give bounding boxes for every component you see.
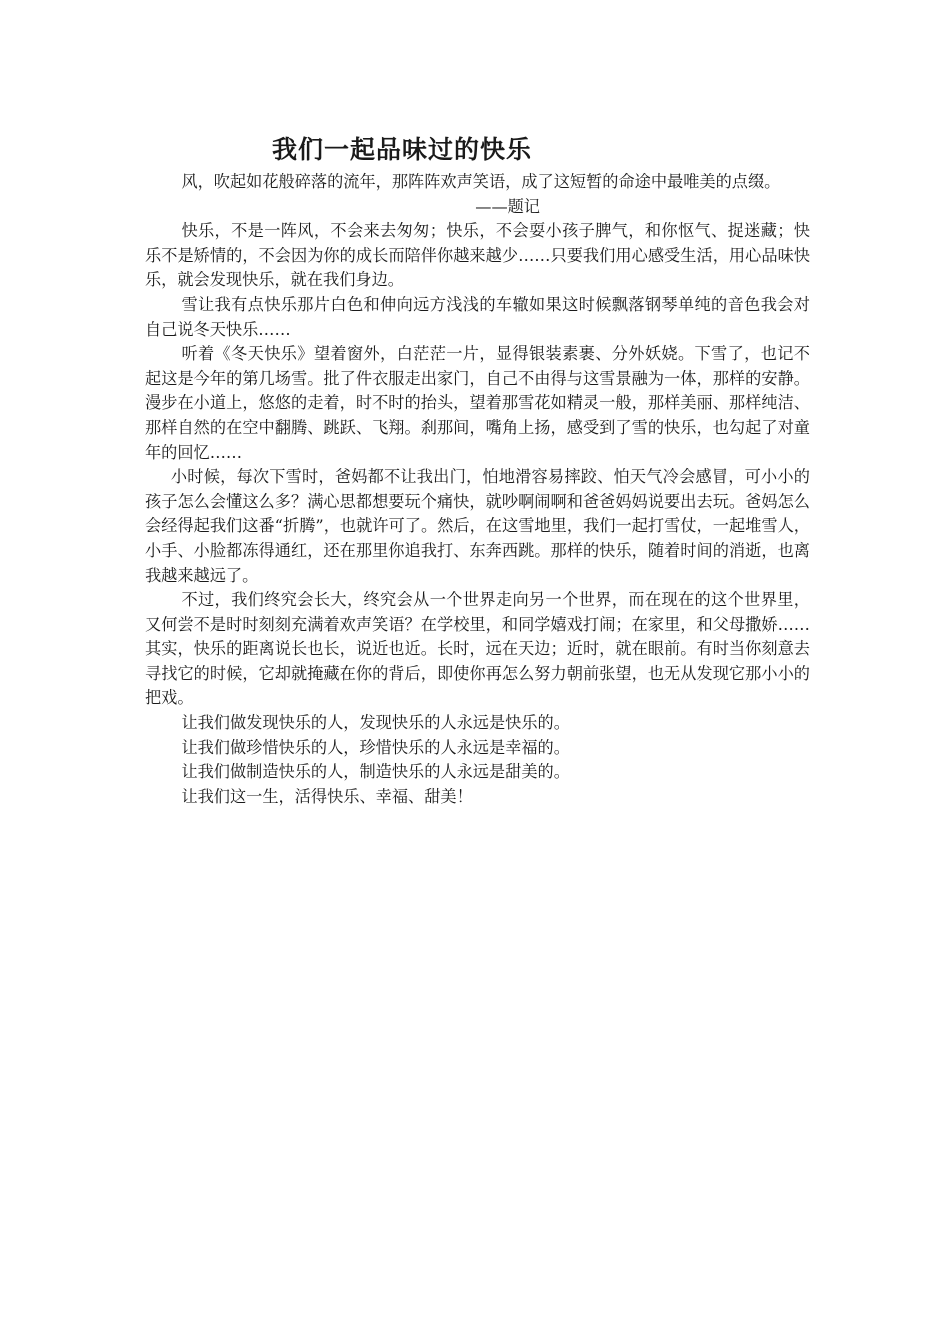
body-paragraph-7: 让我们做珍惜快乐的人，珍惜快乐的人永远是幸福的。 bbox=[181, 737, 570, 757]
body-paragraph-3: 听着《冬天快乐》望着窗外，白茫茫一片，显得银装素裹、分外妖娆。下雪了，也记不起这是今年的第几场雪。批了件衣服走出家门，自己不由得与这雪景融为一体，那样的安静。漫步在小道上，悠悠的走着，时不时的抬头，望着那雪花如精灵一般，那样美丽、那样纯洁、那样自然的在空中翻腾、跳跃、飞翔。刹那间，嘴角上扬，感受到了雪的快乐，也勾起了对童年的回忆…… bbox=[145, 344, 810, 462]
body-paragraph-5: 不过，我们终究会长大，终究会从一个世界走向另一个世界，而在现在的这个世界里，又何尝不是时时刻刻充满着欢声笑语？在学校里，和同学嬉戏打闹；在家里，和父母撒娇……其实，快乐的距离说长也长，说近也近。长时，远在天边；近时，就在眼前。有时当你刻意去寻找它的时候，它却就掩藏在你的背后，即使你再怎么努力朝前张望，也无从发现它那小小的把戏。 bbox=[145, 590, 810, 708]
body-paragraph-9: 让我们这一生，活得快乐、幸福、甜美！ bbox=[181, 786, 473, 806]
body-paragraph-2: 雪让我有点快乐那片白色和伸向远方浅浅的车辙如果这时候飘落钢琴单纯的音色我会对自己说冬天快乐…… bbox=[145, 294, 810, 339]
body-paragraph-6: 让我们做发现快乐的人，发现快乐的人永远是快乐的。 bbox=[181, 713, 570, 733]
document-title: 我们一起品味过的快乐 bbox=[272, 135, 533, 164]
preface-signature: ——题记 bbox=[475, 196, 540, 216]
document-page bbox=[145, 130, 810, 809]
body-paragraph-8: 让我们做制造快乐的人，制造快乐的人永远是甜美的。 bbox=[181, 762, 570, 782]
body-paragraph-1: 快乐，不是一阵风，不会来去匆匆；快乐，不会耍小孩子脾气，和你怄气、捉迷藏；快乐不是矫情的，不会因为你的成长而陪伴你越来越少……只要我们用心感受生活，用心品味快乐，就会发现快乐，就在我们身边。 bbox=[145, 221, 810, 290]
preface-paragraph: 风，吹起如花般碎落的流年，那阵阵欢声笑语，成了这短暂的命途中最唯美的点缀。 bbox=[181, 172, 781, 191]
body-paragraph-4: 小时候，每次下雪时，爸妈都不让我出门，怕地滑容易摔跤、怕天气冷会感冒，可小小的孩子怎么会懂这么多？满心思都想要玩个痛快，就吵啊闹啊和爸爸妈妈说要出去玩。爸妈怎么会经得起我们这番“折腾”，也就许可了。然后，在这雪地里，我们一起打雪仗，一起堆雪人，小手、小脸都冻得通红，还在那里你追我打、东奔西跳。那样的快乐，随着时间的消逝，也离我越来越远了。 bbox=[145, 467, 810, 585]
